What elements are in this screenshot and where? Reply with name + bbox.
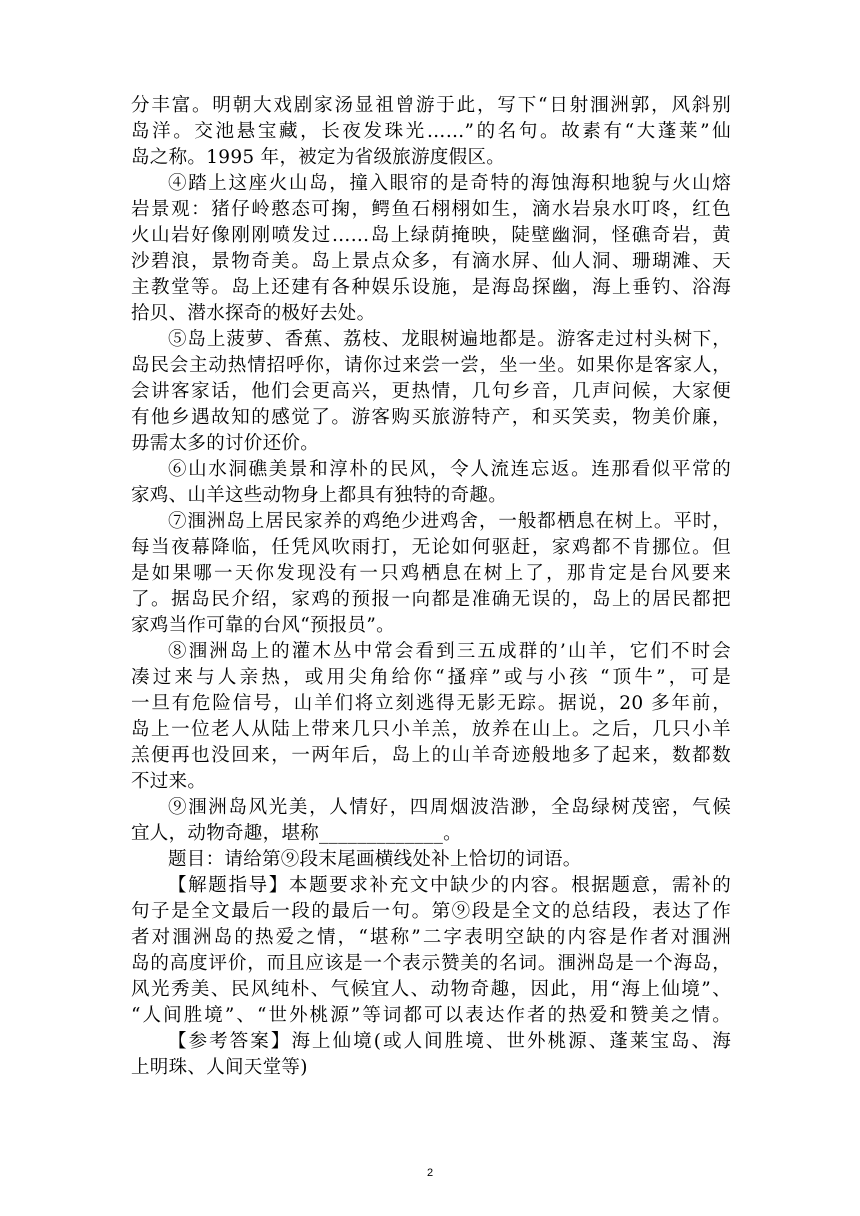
page-number: 2 <box>426 1167 434 1179</box>
text-line: 凑过来与人亲热，或用尖角给你“搔痒”或与小孩 “顶牛”，可是 <box>131 667 731 688</box>
text-line: ⑤岛上菠萝、香蕉、荔枝、龙眼树遍地都是。游客走过村头树下， <box>168 329 731 350</box>
text-line: 宜人，动物奇趣，堪称_____________。 <box>131 823 462 844</box>
text-line: ④踏上这座火山岛，撞入眼帘的是奇特的海蚀海积地貌与火山熔 <box>168 173 731 194</box>
text-line: 题目：请给第⑨段末尾画横线处补上恰切的词语。 <box>168 849 582 870</box>
text-line: 毋需太多的讨价还价。 <box>131 433 320 454</box>
text-line: ⑥山水洞礁美景和淳朴的民风，令人流连忘返。连那看似平常的 <box>168 459 731 480</box>
text-line: 岛上一位老人从陆上带来几只小羊羔，放养在山上。之后，几只小羊 <box>131 719 731 740</box>
text-line: 上明珠、人间天堂等) <box>131 1057 308 1078</box>
text-line: 岛洋。交池悬宝藏，长夜发珠光……”的名句。故素有“大蓬莱”仙 <box>131 121 731 142</box>
text-line: 岛民会主动热情招呼你，请你过来尝一尝，坐一坐。如果你是客家人， <box>131 355 731 376</box>
text-line: 分丰富。明朝大戏剧家汤显祖曾游于此，写下“日射涠洲郭，风斜别 <box>131 95 731 116</box>
text-line: 句子是全文最后一段的最后一句。第⑨段是全文的总结段，表达了作 <box>131 901 731 922</box>
text-line: 火山岩好像刚刚喷发过……岛上绿荫掩映，陡壁幽洞，怪礁奇岩，黄 <box>131 225 731 246</box>
text-line: 主教堂等。岛上还建有各种娱乐设施，是海岛探幽，海上垂钓、浴海 <box>131 277 731 298</box>
text-line: 拾贝、潜水探奇的极好去处。 <box>131 303 376 324</box>
text-line: 了。据岛民介绍，家鸡的预报一向都是准确无误的，岛上的居民都把 <box>131 589 731 610</box>
text-line: 一旦有危险信号，山羊们将立刻逃得无影无踪。据说，20 多年前， <box>131 693 731 714</box>
text-line: 沙碧浪，景物奇美。岛上景点众多，有滴水屏、仙人洞、珊瑚滩、天 <box>131 251 731 272</box>
text-line: 岛的高度评价，而且应该是一个表示赞美的名词。涠洲岛是一个海岛， <box>131 953 731 974</box>
text-line: 风光秀美、民风纯朴、气候宜人、动物奇趣，因此，用“海上仙境”、 <box>131 979 731 1000</box>
text-line: ⑨涠洲岛风光美，人情好，四周烟波浩渺，全岛绿树茂密，气候 <box>168 797 731 818</box>
text-line: 岩景观：猪仔岭憨态可掬，鳄鱼石栩栩如生，滴水岩泉水叮咚，红色 <box>131 199 731 220</box>
text-line: 家鸡当作可靠的台风“预报员”。 <box>131 615 395 636</box>
document-body <box>131 93 731 1081</box>
text-line: 岛之称。1995 年，被定为省级旅游度假区。 <box>131 147 506 168</box>
text-line: 有他乡遇故知的感觉了。游客购买旅游特产，和买笑卖，物美价廉， <box>131 407 731 428</box>
text-line: ⑦涠洲岛上居民家养的鸡绝少进鸡舍，一般都栖息在树上。平时， <box>168 511 731 532</box>
text-line: 每当夜幕降临，任凭风吹雨打，无论如何驱赶，家鸡都不肯挪位。但 <box>131 537 731 558</box>
text-line: 【参考答案】海上仙境(或人间胜境、世外桃源、蓬莱宝岛、海 <box>168 1031 731 1052</box>
text-line: 不过来。 <box>131 771 207 792</box>
text-line: 【解题指导】本题要求补充文中缺少的内容。根据题意，需补的 <box>168 875 731 896</box>
text-line: 会讲客家话，他们会更高兴，更热情，几句乡音，几声问候，大家便 <box>131 381 731 402</box>
text-line: 是如果哪一天你发现没有一只鸡栖息在树上了，那肯定是台风要来 <box>131 563 731 584</box>
text-line: ⑧涠洲岛上的灌木丛中常会看到三五成群的’山羊，它们不时会 <box>168 641 731 662</box>
text-line: 家鸡、山羊这些动物身上都具有独特的奇趣。 <box>131 485 508 506</box>
text-line: 羔便再也没回来，一两年后，岛上的山羊奇迹般地多了起来，数都数 <box>131 745 731 766</box>
text-line: “人间胜境”、“世外桃源”等词都可以表达作者的热爱和赞美之情。 <box>131 1005 731 1026</box>
text-line: 者对涠洲岛的热爱之情，“堪称”二字表明空缺的内容是作者对涠洲 <box>131 927 731 948</box>
